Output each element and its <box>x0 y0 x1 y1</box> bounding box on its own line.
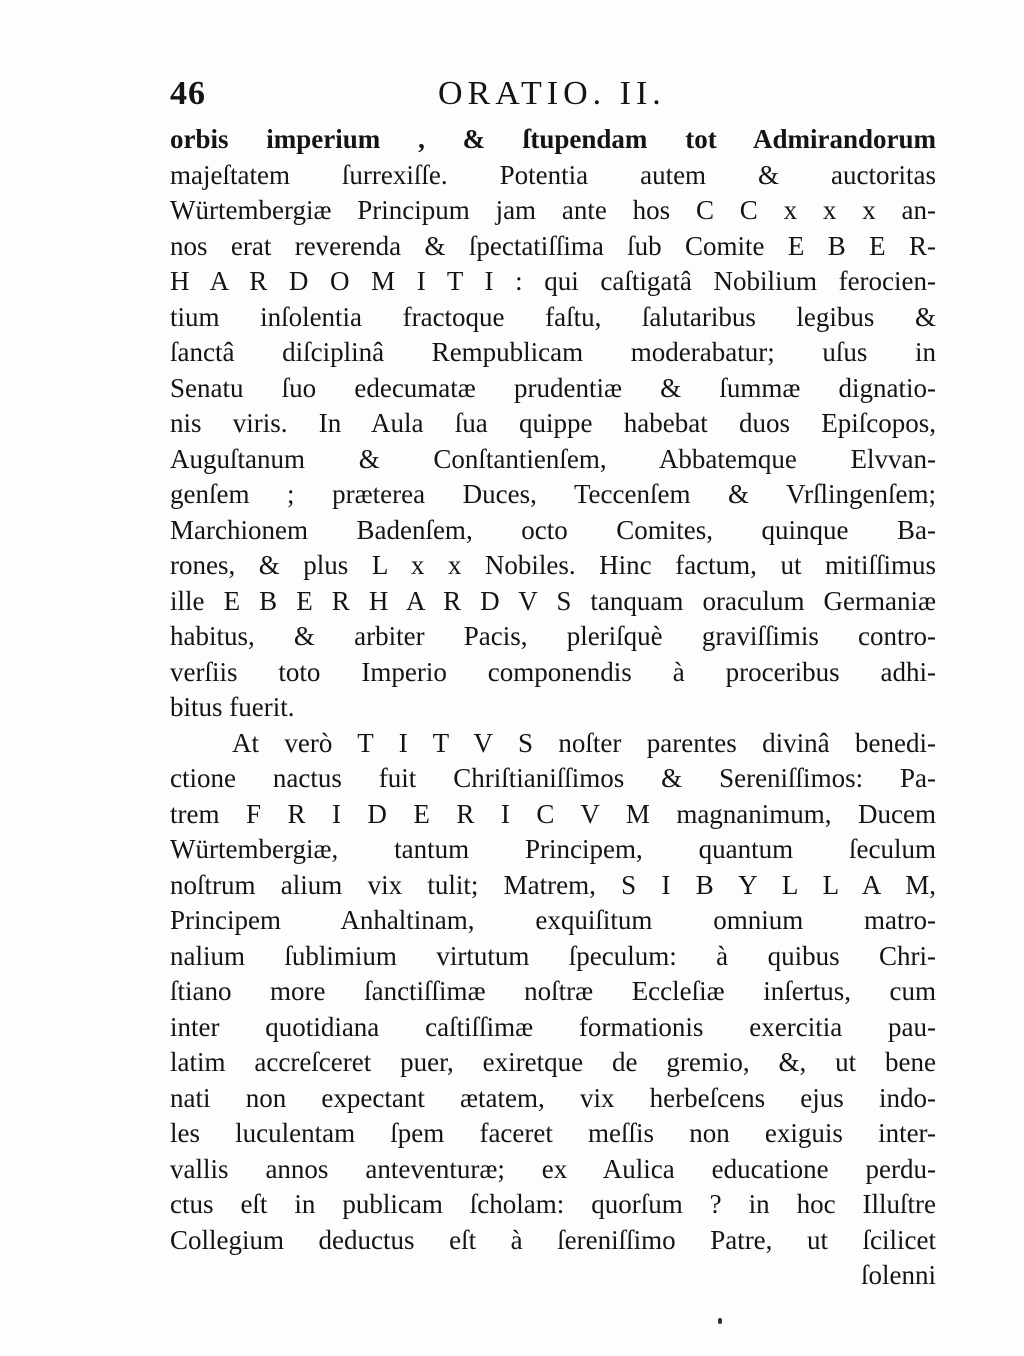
ink-speck <box>718 1318 722 1324</box>
text-line: noſtrum alium vix tulit; Matrem, S I B Y L L A M, <box>170 869 936 900</box>
text-line: bitus fuerit. <box>170 692 295 722</box>
text-line: Principem Anhaltinam, exquiſitum omnium matro- <box>170 905 936 935</box>
page-header <box>170 72 936 116</box>
text-line: rones, & plus L x x Nobiles. Hinc factum, ut mitiſſimus <box>170 550 936 580</box>
catchword: ſolenni <box>861 1260 936 1290</box>
text-line: habitus, & arbiter Pacis, pleriſquè graviſſimis contro- <box>170 621 936 651</box>
text-line: ſtiano more ſanctiſſimæ noſtræ Eccleſiæ inſertus, cum <box>170 976 936 1006</box>
text-line: ctione nactus fuit Chriſtianiſſimos & Sereniſſimos: Pa- <box>170 763 936 793</box>
text-line: vallis annos anteventuræ; ex Aulica educatione perdu- <box>170 1153 936 1184</box>
text-line: nis viris. In Aula ſua quippe habebat duos Epiſcopos, <box>170 408 936 438</box>
text-line: Senatu ſuo edecumatæ prudentiæ & ſummæ dignatio- <box>170 372 936 403</box>
paragraph-start-line: At verò T I T V S noſter parentes divinâ benedi- <box>232 727 936 758</box>
text-line: Marchionem Badenſem, octo Comites, quinque Ba- <box>170 514 936 545</box>
text-line: les luculentam ſpem faceret meſſis non exiguis inter- <box>170 1118 936 1148</box>
text-line: genſem ; præterea Duces, Teccenſem & Vrſlingenſem; <box>170 479 936 509</box>
page-number: 46 <box>170 75 206 112</box>
text-line: ille E B E R H A R D V S tanquam oraculum Germaniæ <box>170 585 936 616</box>
text-line: nos erat reverenda & ſpectatiſſima ſub Comite E B E R- <box>170 230 936 261</box>
text-line: Auguſtanum & Conſtantienſem, Abbatemque Elvvan- <box>170 443 936 474</box>
text-line: trem F R I D E R I C V M magnanimum, Ducem <box>170 798 936 829</box>
text-line: Würtembergiæ Principum jam ante hos C C x x x an- <box>170 195 936 225</box>
text-line: ſanctâ diſciplinâ Rempublicam moderabatur; uſus in <box>170 337 936 367</box>
text-line: nalium ſublimium virtutum ſpeculum: à quibus Chri- <box>170 940 936 971</box>
body-text <box>170 122 936 1294</box>
text-line: Collegium deductus eſt à ſereniſſimo Patre, ut ſcilicet <box>170 1224 936 1255</box>
text-line: tium inſolentia fractoque faſtu, ſalutaribus legibus & <box>170 301 936 332</box>
text-line: latim accreſceret puer, exiretque de gremio, &, ut bene <box>170 1047 936 1077</box>
text-line: inter quotidiana caſtiſſimæ formationis exercitia pau- <box>170 1011 936 1042</box>
text-line: nati non expectant ætatem, vix herbeſcens ejus indo- <box>170 1082 936 1113</box>
text-line: ctus eſt in publicam ſcholam: quorſum ? in hoc Illuſtre <box>170 1189 936 1219</box>
text-line: H A R D O M I T I : qui caſtigatâ Nobilium ferocien- <box>170 266 936 296</box>
text-line: verſiis toto Imperio componendis à proceribus adhi- <box>170 656 936 687</box>
text-line: majeſtatem ſurrexiſſe. Potentia autem & auctoritas <box>170 159 936 190</box>
text-line: Würtembergiæ, tantum Principem, quantum ſeculum <box>170 834 936 864</box>
text-line: orbis imperium , & ſtupendam tot Admirandorum <box>170 124 936 154</box>
running-title: ORATIO. II. <box>438 75 666 112</box>
